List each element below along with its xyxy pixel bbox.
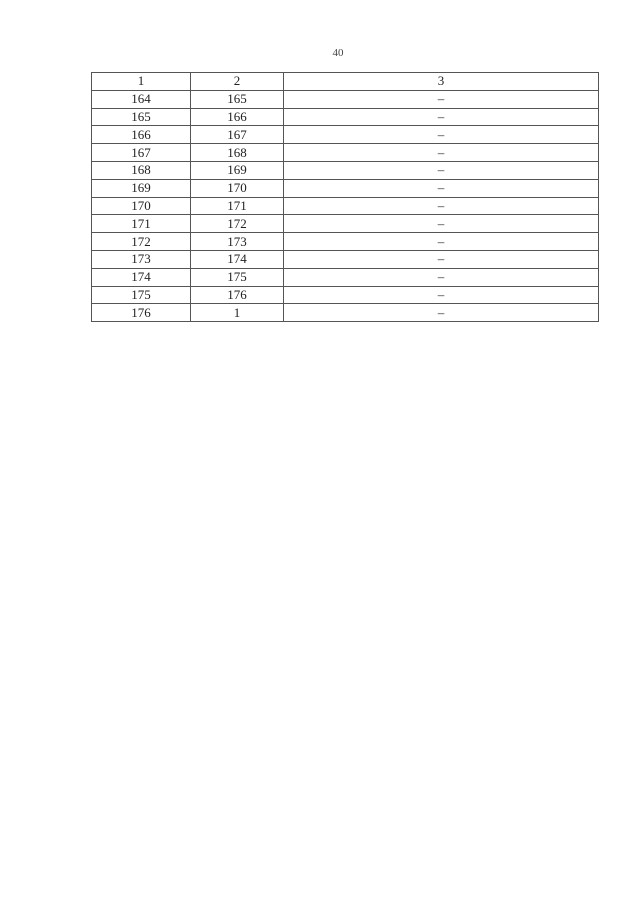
table-cell: – bbox=[284, 197, 599, 215]
table-row bbox=[92, 304, 599, 322]
table-cell: – bbox=[284, 179, 599, 197]
table-cell: 174 bbox=[191, 250, 284, 268]
table-cell: 168 bbox=[191, 144, 284, 162]
table-row bbox=[92, 286, 599, 304]
table-cell: – bbox=[284, 233, 599, 251]
column-header-1: 1 bbox=[92, 73, 191, 91]
table-cell: 1 bbox=[191, 304, 284, 322]
table-row bbox=[92, 268, 599, 286]
table-cell: 174 bbox=[92, 268, 191, 286]
table-row bbox=[92, 144, 599, 162]
table-cell: 176 bbox=[92, 304, 191, 322]
table-cell: 170 bbox=[92, 197, 191, 215]
data-table bbox=[91, 72, 599, 322]
table-cell: – bbox=[284, 126, 599, 144]
table-cell: – bbox=[284, 268, 599, 286]
table-cell: – bbox=[284, 108, 599, 126]
table-cell: 166 bbox=[191, 108, 284, 126]
table-row bbox=[92, 250, 599, 268]
table-cell: 173 bbox=[92, 250, 191, 268]
table-cell: – bbox=[284, 161, 599, 179]
table-cell: – bbox=[284, 250, 599, 268]
table-row bbox=[92, 161, 599, 179]
table-cell: 172 bbox=[191, 215, 284, 233]
table-cell: 175 bbox=[191, 268, 284, 286]
table-cell: 165 bbox=[92, 108, 191, 126]
table-cell: – bbox=[284, 90, 599, 108]
table-cell: 169 bbox=[191, 161, 284, 179]
table-cell: 166 bbox=[92, 126, 191, 144]
table-cell: – bbox=[284, 215, 599, 233]
column-header-2: 2 bbox=[191, 73, 284, 91]
table-cell: – bbox=[284, 286, 599, 304]
table-cell: 176 bbox=[191, 286, 284, 304]
table-cell: 167 bbox=[92, 144, 191, 162]
table-cell: 171 bbox=[92, 215, 191, 233]
table-cell: 173 bbox=[191, 233, 284, 251]
table-cell: – bbox=[284, 304, 599, 322]
table-row bbox=[92, 197, 599, 215]
table-row bbox=[92, 233, 599, 251]
table-row bbox=[92, 179, 599, 197]
page-number: 40 bbox=[332, 47, 344, 59]
table-header-row bbox=[92, 73, 599, 91]
table-row bbox=[92, 108, 599, 126]
table-cell: 168 bbox=[92, 161, 191, 179]
table-cell: 170 bbox=[191, 179, 284, 197]
table-row bbox=[92, 90, 599, 108]
table-cell: 172 bbox=[92, 233, 191, 251]
column-header-3: 3 bbox=[284, 73, 599, 91]
table-cell: 165 bbox=[191, 90, 284, 108]
table-row bbox=[92, 215, 599, 233]
table-cell: 167 bbox=[191, 126, 284, 144]
table-row bbox=[92, 126, 599, 144]
table-cell: 164 bbox=[92, 90, 191, 108]
table-cell: 171 bbox=[191, 197, 284, 215]
table-cell: – bbox=[284, 144, 599, 162]
table-cell: 169 bbox=[92, 179, 191, 197]
table-cell: 175 bbox=[92, 286, 191, 304]
